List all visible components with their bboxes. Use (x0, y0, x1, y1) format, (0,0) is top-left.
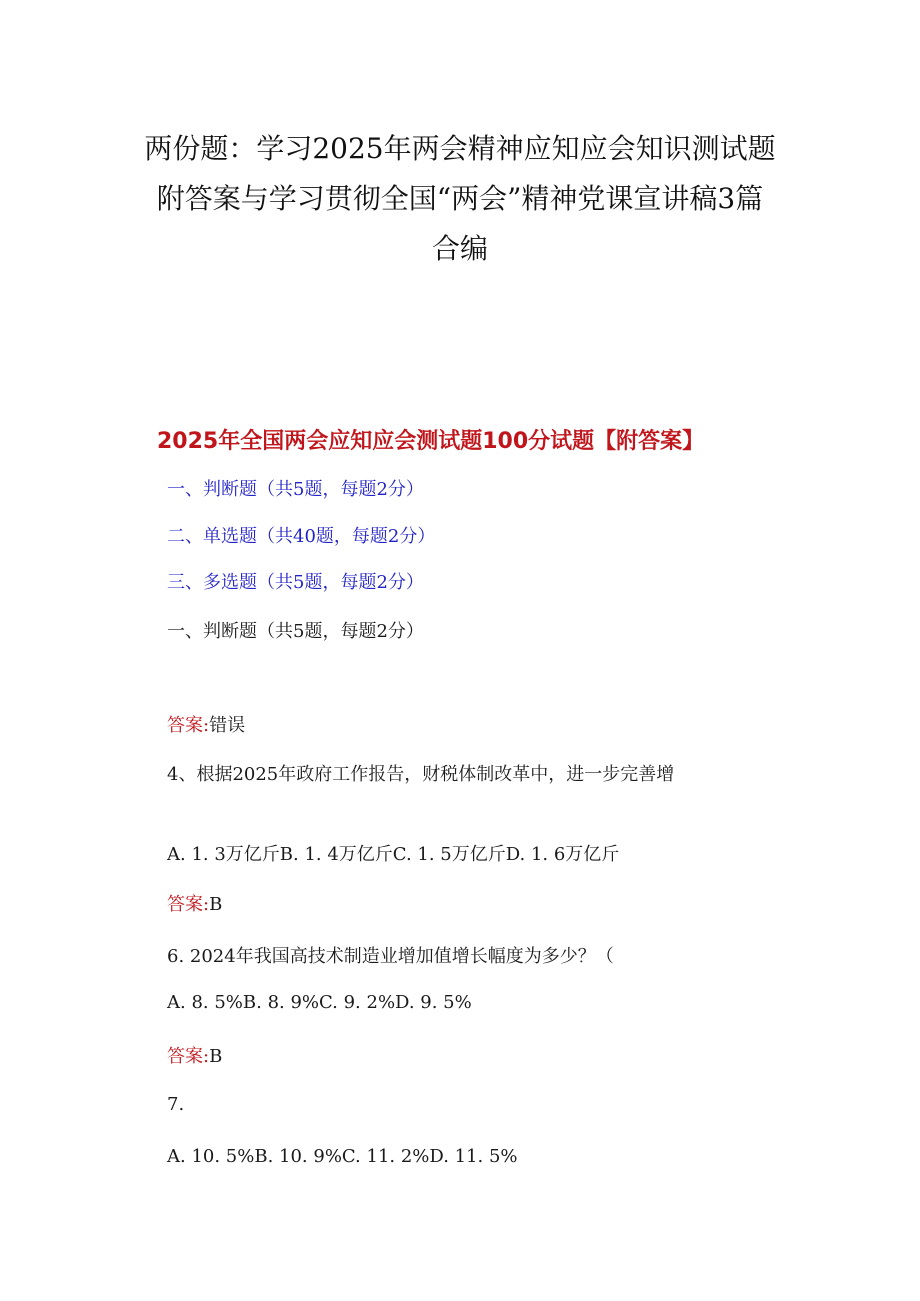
question-options: A. 8. 5%B. 8. 9%C. 9. 2%D. 9. 5% (167, 992, 472, 1013)
question-text: 6. 2024年我国高技术制造业增加值增长幅度为多少？（ (167, 946, 614, 967)
question-options: A. 10. 5%B. 10. 9%C. 11. 2%D. 11. 5% (167, 1146, 518, 1167)
question-text: 4、根据2025年政府工作报告，财税体制改革中，进一步完善增 (167, 764, 675, 785)
answer-line (167, 711, 245, 737)
toc-link-multiple-choice[interactable]: 三、多选题（共5题，每题2分） (167, 572, 424, 593)
question-text: 7. (167, 1094, 185, 1115)
answer-line (167, 890, 222, 916)
answer-value: B (209, 1046, 223, 1067)
answer-label: 答案: (167, 1046, 210, 1067)
toc-link-single-choice[interactable]: 二、单选题（共40题，每题2分） (167, 526, 436, 547)
section-heading: 2025年全国两会应知应会测试题100分试题【附答案】 (157, 429, 705, 454)
answer-value: B (209, 894, 223, 915)
title-line-2: 附答案与学习贯彻全国“两会”精神党课宣讲稿3篇 (156, 182, 764, 215)
question-options: A. 1. 3万亿斤B. 1. 4万亿斤C. 1. 5万亿斤D. 1. 6万亿斤 (167, 844, 620, 865)
answer-value: 错误 (209, 715, 246, 736)
part-heading: 一、判断题（共5题，每题2分） (167, 621, 424, 642)
answer-label: 答案: (167, 715, 210, 736)
title-line-3: 合编 (431, 232, 488, 265)
toc-link-true-false[interactable]: 一、判断题（共5题，每题2分） (167, 479, 424, 500)
document-title (130, 124, 790, 274)
answer-label: 答案: (167, 894, 210, 915)
answer-line (167, 1042, 222, 1068)
title-line-1: 两份题：学习2025年两会精神应知应会知识测试题 (144, 132, 776, 165)
